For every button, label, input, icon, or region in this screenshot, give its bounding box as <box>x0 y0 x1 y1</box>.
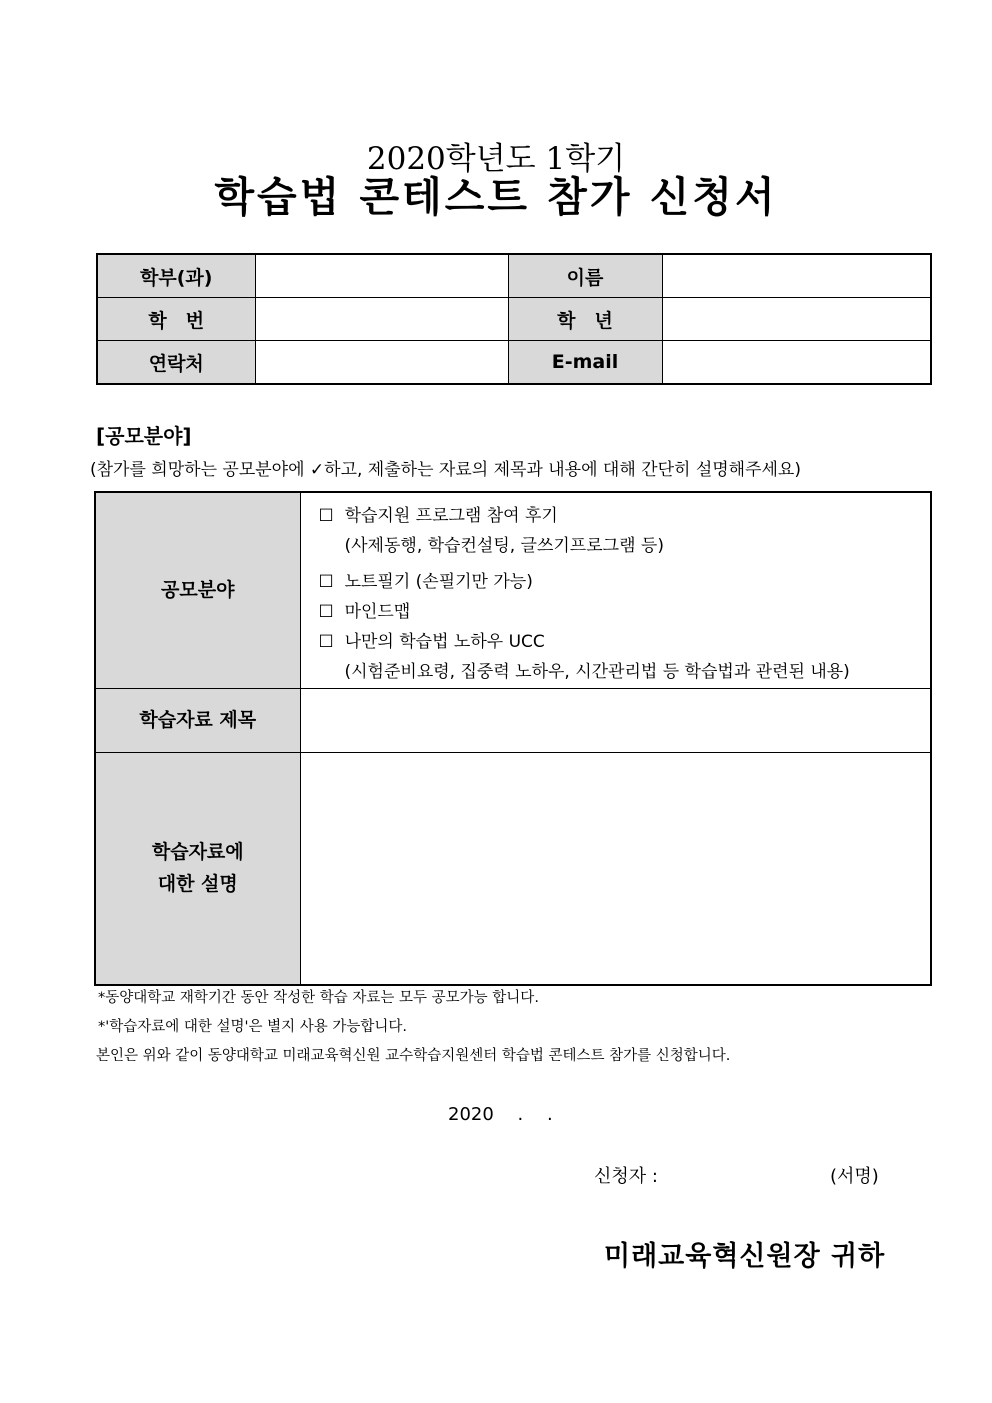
recipient-line: 미래교육혁신원장 귀하 <box>604 1241 886 1272</box>
application-date: 2020 . . <box>448 1104 553 1125</box>
material-description-field[interactable] <box>300 752 931 985</box>
option-label: 학습지원 프로그램 참여 후기 <box>344 506 558 526</box>
department-label: 학부(과) <box>97 254 255 298</box>
category-section-heading: [공모분야] <box>96 424 192 448</box>
department-field[interactable] <box>255 254 508 298</box>
note-eligibility: *동양대학교 재학기간 동안 작성한 학습 자료는 모두 공모가능 합니다. <box>98 990 539 1006</box>
applicant-label: 신청자 : <box>594 1166 658 1187</box>
student-id-field[interactable] <box>255 298 508 341</box>
grade-field[interactable] <box>662 298 931 341</box>
option-ucc[interactable] <box>319 627 931 657</box>
note-separate-sheet: *'학습자료에 대한 설명'은 별지 사용 가능합니다. <box>98 1019 408 1035</box>
form-subtitle: 2020학년도 1학기 <box>366 141 626 177</box>
declaration-text: 본인은 위와 같이 동양대학교 미래교육혁신원 교수학습지원센터 학습법 콘테스트 참가를 신청합니다. <box>96 1048 731 1064</box>
option-note-taking[interactable] <box>319 567 931 597</box>
applicant-info-table <box>96 253 932 385</box>
grade-label: 학 년 <box>508 298 662 341</box>
checkbox-icon[interactable]: ☐ <box>318 506 334 526</box>
student-id-label: 학 번 <box>97 298 255 341</box>
name-label: 이름 <box>508 254 662 298</box>
contact-label: 연락처 <box>97 341 255 385</box>
material-description-label <box>95 752 300 985</box>
contact-field[interactable] <box>255 341 508 385</box>
name-field[interactable] <box>662 254 931 298</box>
submission-table <box>94 491 932 986</box>
option-label: 나만의 학습법 노하우 UCC <box>344 632 545 652</box>
description-label-line: 대한 설명 <box>157 873 238 896</box>
email-field[interactable] <box>662 341 931 385</box>
checkbox-icon[interactable]: ☐ <box>318 572 334 592</box>
option-mind-map[interactable] <box>319 597 931 627</box>
option-program-review[interactable] <box>319 501 931 531</box>
form-title: 학습법 콘테스트 참가 신청서 <box>214 173 778 221</box>
description-label-line: 학습자료에 <box>151 841 244 864</box>
material-title-field[interactable] <box>300 688 931 752</box>
category-options <box>300 492 931 688</box>
checkbox-icon[interactable]: ☐ <box>318 602 334 622</box>
option-label: 노트필기 (손필기만 가능) <box>344 572 533 592</box>
option-detail: (시험준비요령, 집중력 노하우, 시간관리법 등 학습법과 관련된 내용) <box>344 662 850 682</box>
option-detail: (사제동행, 학습컨설팅, 글쓰기프로그램 등) <box>344 536 664 556</box>
option-label: 마인드맵 <box>344 602 411 622</box>
checkbox-icon[interactable]: ☐ <box>318 632 334 652</box>
category-instruction: (참가를 희망하는 공모분야에 ✓하고, 제출하는 자료의 제목과 내용에 대해 간단히 설명해주세요) <box>90 460 801 480</box>
email-label: E-mail <box>508 341 662 385</box>
category-label: 공모분야 <box>95 492 300 688</box>
material-title-label: 학습자료 제목 <box>95 688 300 752</box>
signature-label: (서명) <box>830 1166 879 1187</box>
